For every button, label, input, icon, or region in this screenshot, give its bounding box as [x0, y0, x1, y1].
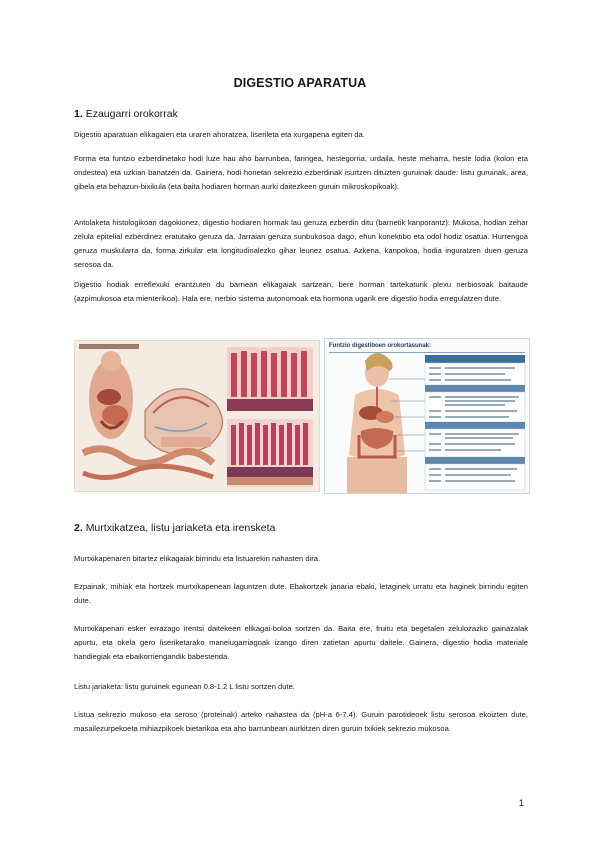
digestive-anatomy-illustration [75, 341, 319, 491]
figure-right-header: Funtzio digestiboen orokortasunak: [329, 341, 525, 353]
section2-paragraph-4: Listu jariaketa: listu guruinek egunean 0.8-1.2 L listu sortzen dute. [74, 682, 295, 691]
section1-paragraph-3: Antolaketa histologikoari dagokionez, digestio hodiaren hormak lau geruza ezberdin ditu (barnetik kanporantz): Mukosa, hodian zehar zelula epitelial ezberdinez eratutako geruza da. Jarraian geruza sunbukosoa dago, ehun konektibo eta odol hodiz osatua. Hurrengoa geruza muskularra da, forma zirkular eta longitudinalezko gihar leunez osatua. Azkena, kanpokoa, hodia inguratzen duen geruza serosoa da. [74, 218, 528, 269]
digestive-functions-overview-figure [324, 338, 530, 494]
section2-paragraph-5: Listua sekrezio mukoso eta seroso (proteinak) arteko nahastea da (pH-a 6-7.4). Guruin parotideoek listu serosoa ekoizten dute, masailezurpekoeta mihiazpikoek bietarikoa eta aho barrunbean aurkitzen diren guruin txikiek sekrezio mukosoa. [74, 710, 528, 733]
section1-heading-number: 1. [74, 108, 83, 120]
section1-paragraph-1: Digestio aparatuan elikagaien eta uraren ahoratzea, liserileta eta xurgapena egiten da. [74, 130, 365, 139]
figures-row [74, 338, 528, 492]
section2-paragraph-3: Murtxikapenari esker errazago irentsi daitekeen elikagai-boloa sortzen da. Baita ere, fruitu eta begetalen zelulozazko gainazalak apurtu, eta okela gero liseriketarako maneiugarriagoak izango diren zatietan apurtu daitele. Gainera, digestio hodia materiale handiegiak eta ebaikorriengandik babestenda. [74, 624, 528, 661]
page-number: 1 [518, 798, 524, 809]
section1-heading [74, 108, 178, 120]
section2-paragraph-1: Murtxikapenaren bitartez elikagaiak birrindu eta listuarekin nahasten dira. [74, 554, 321, 563]
section1-heading-text: Ezaugarri orokorrak [85, 108, 178, 120]
section1-paragraph-2: Forma eta funtzio ezberdinetako hodi luze hau aho barrunbea, faringea, hestegorria, urdaila, heste meharra, heste lodia (kolon eta ondestea) eta uzkian banatzen da. Gainera, hodi honetan sekrezio ezberdinak isurtzen dituzten guruinak daude: listu guruinak, area, gibela eta behazun-bixikula (eta baita hodiaren horman aurki daitezkeen guruin mikroskopikoak). [74, 154, 528, 191]
section1-paragraph-4: Digestio hodiak erreflexuki erantzuten du barnean elikagaiak sartzean, bere horman tartekaturik plexu nerbiosoak baitaude (azpimukosoa eta mienterikoa). Hala ere, nerbio sistema autonomoak eta hormona ugarik ere digestio hodia erregulatzen dute. [74, 280, 528, 303]
digestive-system-anatomy-figure [74, 340, 320, 492]
section2-heading-text: Murtxikatzea, listu jariaketa eta irensketa [85, 522, 276, 534]
section2-heading-number: 2. [74, 522, 83, 534]
page-title: DIGESTIO APARATUA [233, 76, 367, 90]
body-digestive-diagram [325, 339, 529, 493]
section2-heading [74, 522, 275, 534]
section2-paragraph-2: Ezpainak, mihiak eta hortzek murtxikapenean laguntzen dute. Ebakortzek janaria ebaki, letaginek urratu eta haginek birrindu egiten dute. [74, 582, 528, 605]
